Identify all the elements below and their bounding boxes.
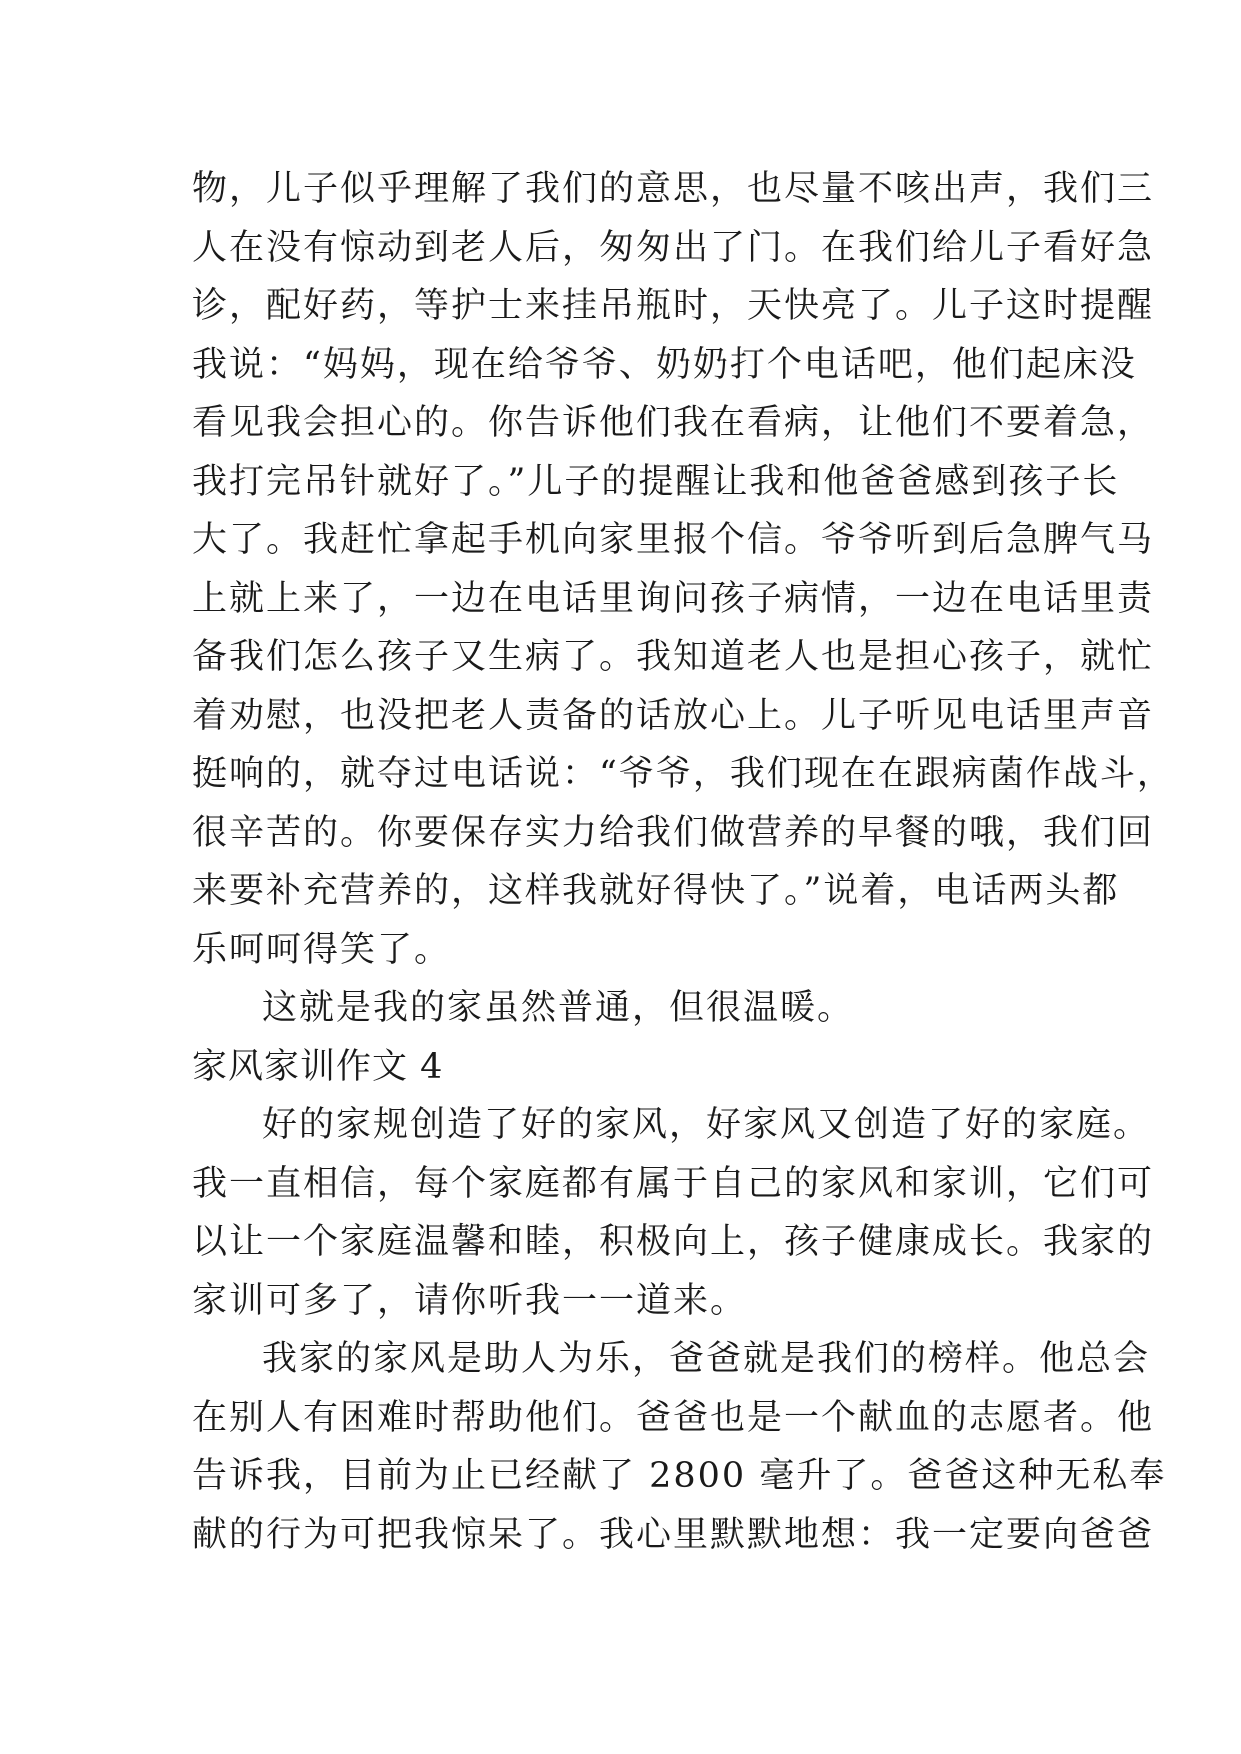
text-line: 我家的家风是助人为乐，爸爸就是我们的榜样。他总会 bbox=[262, 1339, 1151, 1379]
text-line: 告诉我，目前为止已经献了 2800 毫升了。爸爸这种无私奉 bbox=[192, 1456, 1167, 1496]
text-line: 上就上来了，一边在电话里询问孩子病情，一边在电话里责 bbox=[192, 578, 1155, 619]
text-line: 备我们怎么孩子又生病了。我知道老人也是担心孩子，就忙 bbox=[192, 637, 1155, 677]
text-line: 看见我会担心的。你告诉他们我在看病，让他们不要着急， bbox=[192, 403, 1155, 443]
text-line: 这就是我的家虽然普通，但很温暖。 bbox=[262, 988, 855, 1028]
document-body bbox=[192, 160, 1174, 1564]
text-line: 献的行为可把我惊呆了。我心里默默地想：我一定要向爸爸 bbox=[192, 1514, 1155, 1555]
text-line: 来要补充营养的，这样我就好得快了。”说着，电话两头都 bbox=[192, 871, 1120, 911]
text-line: 在别人有困难时帮助他们。爸爸也是一个献血的志愿者。他 bbox=[192, 1397, 1155, 1438]
text-line: 人在没有惊动到老人后，匆匆出了门。在我们给儿子看好急 bbox=[192, 227, 1155, 268]
text-line: 很辛苦的。你要保存实力给我们做营养的早餐的哦，我们回 bbox=[192, 812, 1155, 853]
text-line: 乐呵呵得笑了。 bbox=[192, 929, 452, 970]
text-line: 诊，配好药，等护士来挂吊瓶时，天快亮了。儿子这时提醒 bbox=[192, 286, 1155, 326]
text-line: 我说：“妈妈，现在给爷爷、奶奶打个电话吧，他们起床没 bbox=[192, 344, 1137, 385]
text-line: 物，儿子似乎理解了我们的意思，也尽量不咳出声，我们三 bbox=[192, 169, 1155, 209]
text-line: 我打完吊针就好了。”儿子的提醒让我和他爸爸感到孩子长 bbox=[192, 461, 1120, 502]
text-line: 我一直相信，每个家庭都有属于自己的家风和家训，它们可 bbox=[192, 1163, 1155, 1204]
text-line: 大了。我赶忙拿起手机向家里报个信。爷爷听到后急脾气马 bbox=[192, 520, 1155, 560]
text-line: 挺响的，就夺过电话说：“爷爷，我们现在在跟病菌作战斗， bbox=[192, 754, 1174, 794]
text-line: 着劝慰，也没把老人责备的话放心上。儿子听见电话里声音 bbox=[192, 695, 1155, 736]
text-line: 好的家规创造了好的家风，好家风又创造了好的家庭。 bbox=[262, 1105, 1151, 1145]
text-line: 以让一个家庭温馨和睦，积极向上，孩子健康成长。我家的 bbox=[192, 1222, 1155, 1262]
text-line: 家训可多了，请你听我一一道来。 bbox=[192, 1280, 748, 1321]
section-heading: 家风家训作文 4 bbox=[192, 1046, 444, 1087]
